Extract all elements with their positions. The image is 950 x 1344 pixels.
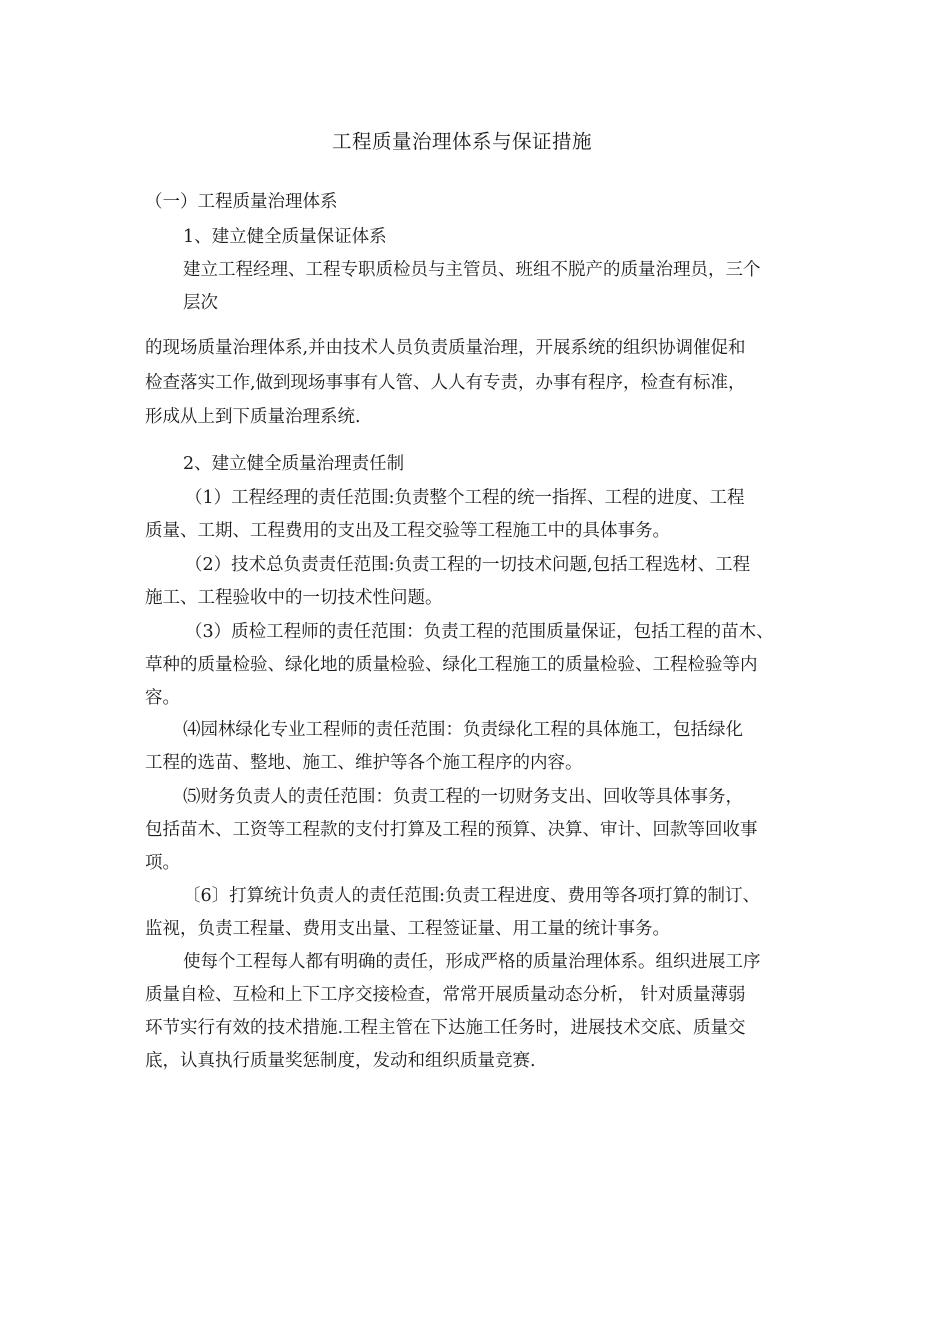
subsection-heading: 1、建立健全质量保证体系 — [183, 227, 387, 247]
paragraph-line: 项。 — [145, 853, 180, 873]
paragraph-line: 形成从上到下质量治理系统. — [145, 407, 361, 427]
paragraph-line: 质量自检、互检和上下工序交接检查，常常开展质量动态分析， 针对质量薄弱 — [145, 985, 746, 1005]
paragraph-line: 工程的选苗、整地、施工、维护等各个施工程序的内容。 — [145, 753, 583, 773]
paragraph-line: 草种的质量检验、绿化地的质量检验、绿化工程施工的质量检验、工程检验等内 — [145, 655, 758, 675]
paragraph-line: 施工、工程验收中的一切技术性问题。 — [145, 588, 443, 608]
paragraph-line: ⑸财务负责人的责任范围：负责工程的一切财务支出、回收等具体事务， — [183, 787, 743, 807]
document-title: 工程质量治理体系与保证措施 — [332, 130, 593, 153]
paragraph-line: 使每个工程每人都有明确的责任，形成严格的质量治理体系。组织进展工序 — [183, 952, 761, 972]
paragraph-line: 容。 — [145, 688, 180, 708]
paragraph-line: 建立工程经理、工程专职质检员与主管员、班组不脱产的质量治理员，三个 — [183, 260, 761, 280]
paragraph-line: （3）质检工程师的责任范围：负责工程的范围质量保证，包括工程的苗木、 — [185, 622, 774, 642]
paragraph-line: 的现场质量治理体系,并由技术人员负责质量治理，开展系统的组织协调催促和 — [145, 338, 746, 358]
paragraph-line: ⑷园林绿化专业工程师的责任范围：负责绿化工程的具体施工，包括绿化 — [183, 720, 743, 740]
paragraph-line: 检查落实工作,做到现场事事有人管、人人有专责，办事有程序，检查有标准， — [145, 373, 746, 393]
paragraph-line: 层次 — [183, 293, 218, 313]
section-heading: （一）工程质量治理体系 — [145, 192, 338, 212]
paragraph-line: 底，认真执行质量奖惩制度，发动和组织质量竞赛. — [145, 1051, 536, 1071]
paragraph-line: （1）工程经理的责任范围:负责整个工程的统一指挥、工程的进度、工程 — [185, 488, 745, 508]
paragraph-line: 监视，负责工程量、费用支出量、工程签证量、用工量的统计事务。 — [145, 919, 670, 939]
paragraph-line: 环节实行有效的技术措施.工程主管在下达施工任务时，进展技术交底、质量交 — [145, 1018, 746, 1038]
paragraph-line: 〔6〕打算统计负责人的责任范围:负责工程进度、费用等各项打算的制订、 — [183, 886, 761, 906]
subsection-heading: 2、建立健全质量治理责任制 — [183, 454, 405, 474]
paragraph-line: （2）技术总负责责任范围:负责工程的一切技术问题,包括工程选材、工程 — [185, 555, 751, 575]
paragraph-line: 质量、工期、工程费用的支出及工程交验等工程施工中的具体事务。 — [145, 521, 670, 541]
paragraph-line: 包括苗木、工资等工程款的支付打算及工程的预算、决算、审计、回款等回收事 — [145, 820, 758, 840]
